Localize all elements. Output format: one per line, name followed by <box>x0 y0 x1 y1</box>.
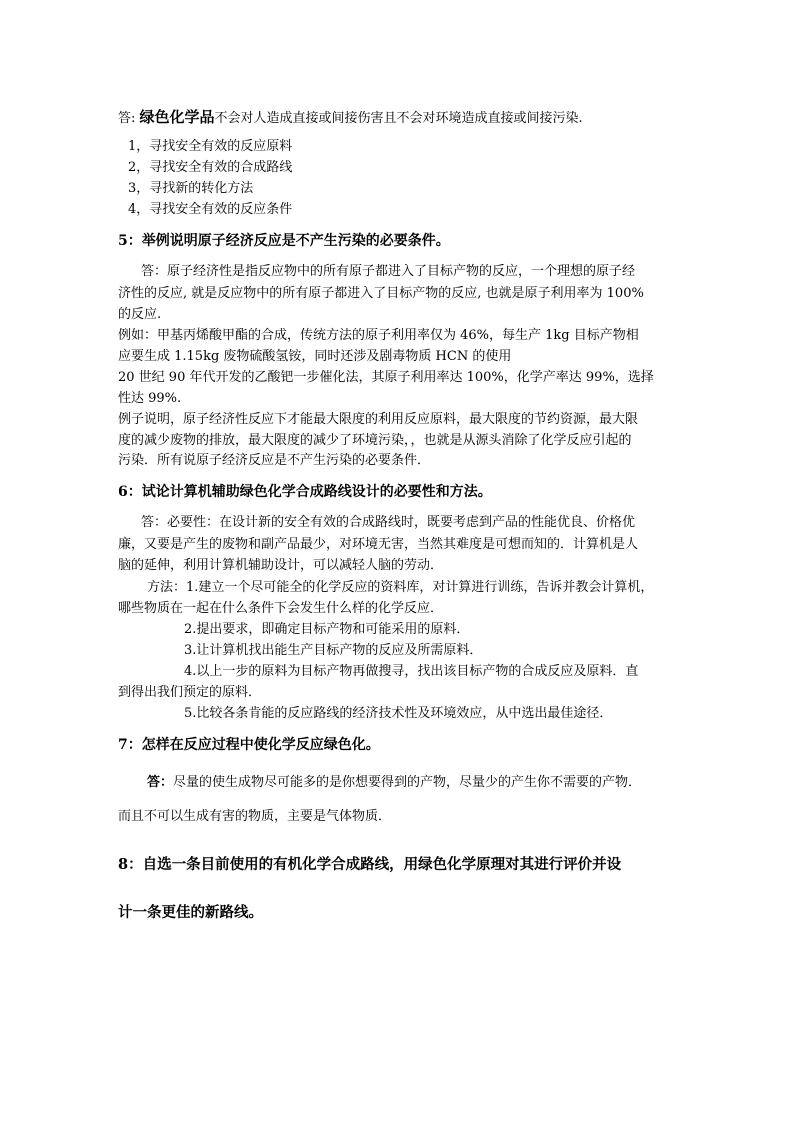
answer-4-intro <box>118 108 583 128</box>
paragraph-line: 脑的延伸，利用计算机辅助设计，可以减轻人脑的劳动． <box>118 558 444 573</box>
paragraph-line: 到得出我们预定的原料． <box>118 685 262 700</box>
paragraph-line: 性达 99%. <box>118 391 182 406</box>
paragraph-line: 例子说明，原子经济性反应下才能最大限度的利用反应原料，最大限度的节约资源，最大限 <box>118 412 639 427</box>
list-item: 3，寻找新的转化方法 <box>128 181 254 196</box>
question-8-heading-line1: 8：自选一条目前使用的有机化学合成路线，用绿色化学原理对其进行评价并设 <box>118 856 622 873</box>
paragraph-line <box>147 774 641 792</box>
paragraph-line: 廉，又要是产生的废物和副产品最少，对环境无害，当然其难度是可想而知的．计算机是人 <box>118 537 639 552</box>
paragraph-line: 4.以上一步的原料为目标产物再做搜寻，找出该目标产物的合成反应及原料．直 <box>184 664 639 679</box>
paragraph-line: 而且不可以生成有害的物质，主要是气体物质． <box>118 809 392 824</box>
paragraph-line: 应要生成 1.15kg 废物硫酸氢铵，同时还涉及剧毒物质 HCN 的使用 <box>118 349 512 364</box>
paragraph-line: 2.提出要求，即确定目标产物和可能采用的原料． <box>184 622 470 637</box>
paragraph-line: 5.比较各条肯能的反应路线的经济技术性及环境效应，从中选出最佳途径． <box>184 706 613 721</box>
question-7-heading: 7：怎样在反应过程中使化学反应绿色化。 <box>118 737 380 753</box>
paragraph-line: 污染．所有说原子经济反应是不产生污染的必要条件． <box>118 453 431 468</box>
list-item: 4，寻找安全有效的反应条件 <box>128 202 293 217</box>
answer-4-text: 不会对人造成直接或间接伤害且不会对环境造成直接或间接污染. <box>214 111 583 126</box>
question-5-heading: 5：举例说明原子经济反应是不产生污染的必要条件。 <box>118 233 450 249</box>
paragraph-line: 答：必要性：在设计新的安全有效的合成路线时，既要考虑到产品的性能优良、价格优 <box>141 515 636 530</box>
list-item: 1，寻找安全有效的反应原料 <box>128 139 293 154</box>
question-6-heading: 6：试论计算机辅助绿色化学合成路线设计的必要性和方法。 <box>118 484 492 500</box>
list-item: 2，寻找安全有效的合成路线 <box>128 160 293 175</box>
green-chemical-term: 绿色化学品 <box>139 108 215 126</box>
paragraph-line: 哪些物质在一起在什么条件下会发生什么样的化学反应． <box>118 601 444 616</box>
paragraph-line: 济性的反应, 就是反应物中的所有原子都进入了目标产物的反应, 也就是原子利用率为 100% <box>118 286 644 301</box>
paragraph-line: 例如：甲基丙烯酸甲酯的合成，传统方法的原子利用率仅为 46%，每生产 1kg 目标产物相 <box>118 328 639 343</box>
answer-7-text: 尽量的使生成物尽可能多的是你想要得到的产物，尽量少的产生你不需要的产物． <box>173 775 642 790</box>
paragraph-line: 方法：1.建立一个尽可能全的化学反应的资料库，对计算进行训练，告诉并教会计算机， <box>147 580 654 595</box>
answer-label: 答: <box>118 111 136 126</box>
question-8-heading-line2: 计一条更佳的新路线。 <box>118 904 263 921</box>
paragraph-line: 的反应. <box>118 307 162 322</box>
paragraph-line: 答：原子经济性是指反应物中的所有原子都进入了目标产物的反应，一个理想的原子经 <box>141 264 636 279</box>
answer-label: 答： <box>147 775 174 790</box>
paragraph-line: 3.让计算机找出能生产目标产物的反应及所需原料． <box>184 643 483 658</box>
paragraph-line: 20 世纪 90 年代开发的乙酸钯一步催化法，其原子利用率达 100%，化学产率达 99%，选择 <box>118 370 654 385</box>
paragraph-line: 度的减少废物的排放，最大限度的减少了环境污染，，也就是从源头消除了化学反应引起的 <box>118 433 632 448</box>
